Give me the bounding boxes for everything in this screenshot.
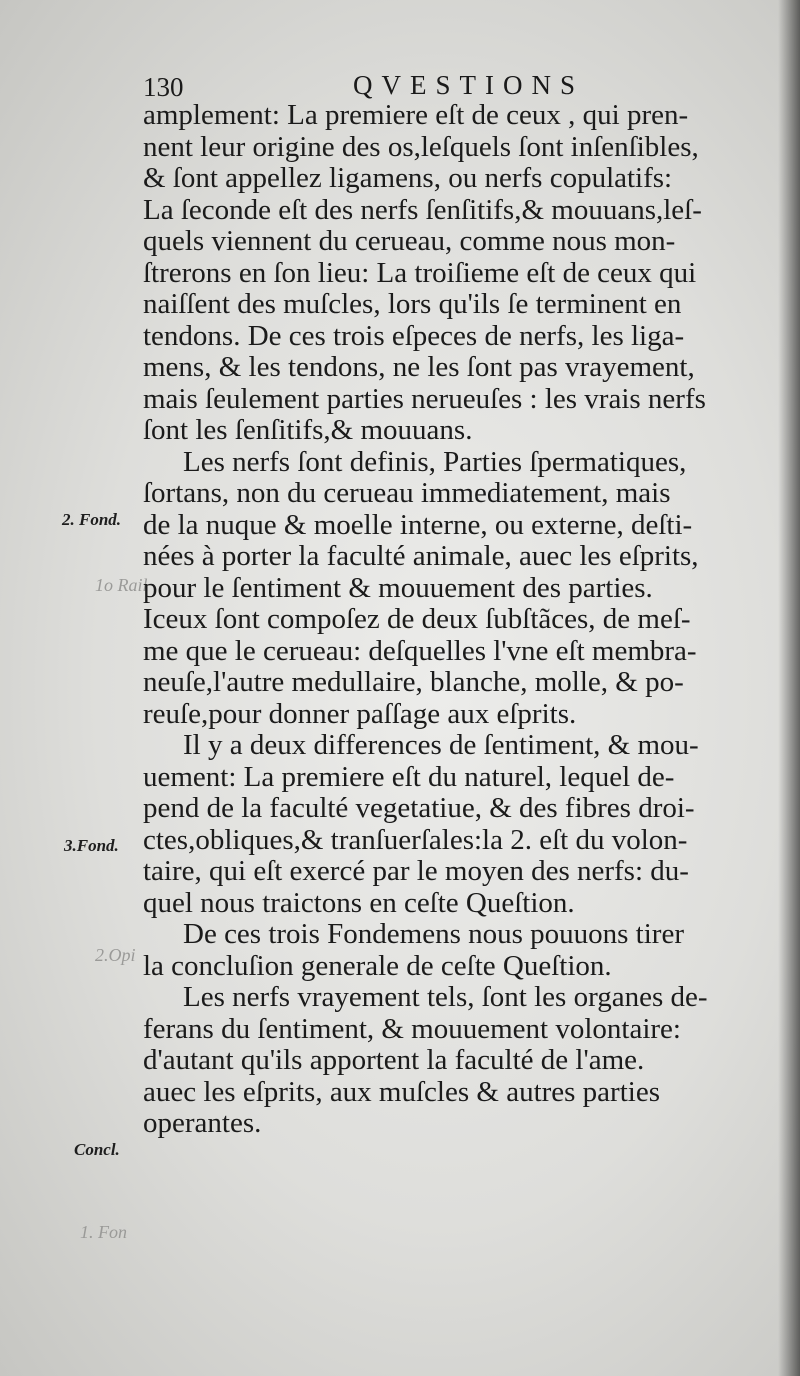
text-line: ſortans, non du cerueau immediatement, mais <box>143 477 671 509</box>
text-line: nent leur origine des os,leſquels ſont inſenſibles, <box>143 130 699 163</box>
text-line: ferans du ſentiment, & mouuement volontaire: <box>143 1012 681 1045</box>
text-line: pour le ſentiment & mouuement des parties. <box>143 571 653 604</box>
text-line: la concluſion generale de ceſte Queſtion. <box>143 949 612 982</box>
text-line: mais ſeulement parties nerueuſes : les vrais nerfs <box>143 382 706 415</box>
text-line: Iceux ſont compoſez de deux ſubſtãces, de meſ- <box>143 603 691 635</box>
margin-note-conclusion: Concl. <box>74 1140 120 1159</box>
text-line: taire, qui eſt exercé par le moyen des nerfs: du- <box>143 855 689 887</box>
text-line: amplement: La premiere eſt de ceux , qui pren- <box>143 99 689 131</box>
margin-note-fond-3: 3.Fond. <box>64 836 119 855</box>
page-number: 130 <box>143 72 184 102</box>
text-line: ſtrerons en ſon lieu: La troiſieme eſt de ceux qui <box>143 256 697 289</box>
text-line: ſont les ſenſitifs,& mouuans. <box>143 414 473 446</box>
text-line: d'autant qu'ils apportent la faculté de l'ame. <box>143 1044 645 1076</box>
text-line: quel nous traictons en ceſte Queſtion. <box>143 886 575 919</box>
text-line: tendons. De ces trois eſpeces de nerfs, les liga- <box>143 319 685 352</box>
margin-note-fond-2: 2. Fond. <box>62 510 122 529</box>
text-line: me que le cerueau: deſquelles l'vne eſt membra- <box>143 634 697 667</box>
text-line: auec les eſprits, aux muſcles & autres parties <box>143 1075 660 1108</box>
text-line: De ces trois Fondemens nous pouuons tirer <box>183 918 684 950</box>
bleed-through-mark: 1o Rail <box>95 575 148 595</box>
text-line: & ſont appellez ligamens, ou nerfs copulatifs: <box>143 162 673 194</box>
text-line: mens, & les tendons, ne les ſont pas vrayement, <box>143 351 695 383</box>
bleed-through-mark: 2.Opi <box>95 945 136 965</box>
text-line: operantes. <box>143 1107 262 1139</box>
text-line: Les nerfs ſont definis, Parties ſpermatiques, <box>183 445 687 478</box>
text-line: pend de la faculté vegetatiue, & des fibres droi- <box>143 792 695 824</box>
text-line: naiſſent des muſcles, lors qu'ils ſe terminent en <box>143 288 682 320</box>
page-edge-shadow <box>778 0 800 1376</box>
text-line: quels viennent du cerueau, comme nous mon- <box>143 225 676 257</box>
text-line: neuſe,l'autre medullaire, blanche, molle, & po- <box>143 666 684 698</box>
running-title: QVESTIONS <box>353 70 585 100</box>
text-line: uement: La premiere eſt du naturel, lequel de- <box>143 760 675 793</box>
text-line: reuſe,pour donner paſſage aux eſprits. <box>143 697 577 730</box>
text-line: Il y a deux differences de ſentiment, & mou- <box>183 729 699 761</box>
body-text <box>143 100 763 1140</box>
text-line: Les nerfs vrayement tels, ſont les organes de- <box>183 981 708 1013</box>
text-line: ctes,obliques,& tranſuerſales:la 2. eſt du volon- <box>143 823 688 856</box>
text-line: de la nuque & moelle interne, ou externe, deſti- <box>143 508 693 541</box>
text-line: La ſeconde eſt des nerfs ſenſitifs,& mouuans,leſ- <box>143 193 702 226</box>
bleed-through-mark: 1. Fon <box>80 1222 127 1242</box>
text-line: nées à porter la faculté animale, auec les eſprits, <box>143 540 699 572</box>
